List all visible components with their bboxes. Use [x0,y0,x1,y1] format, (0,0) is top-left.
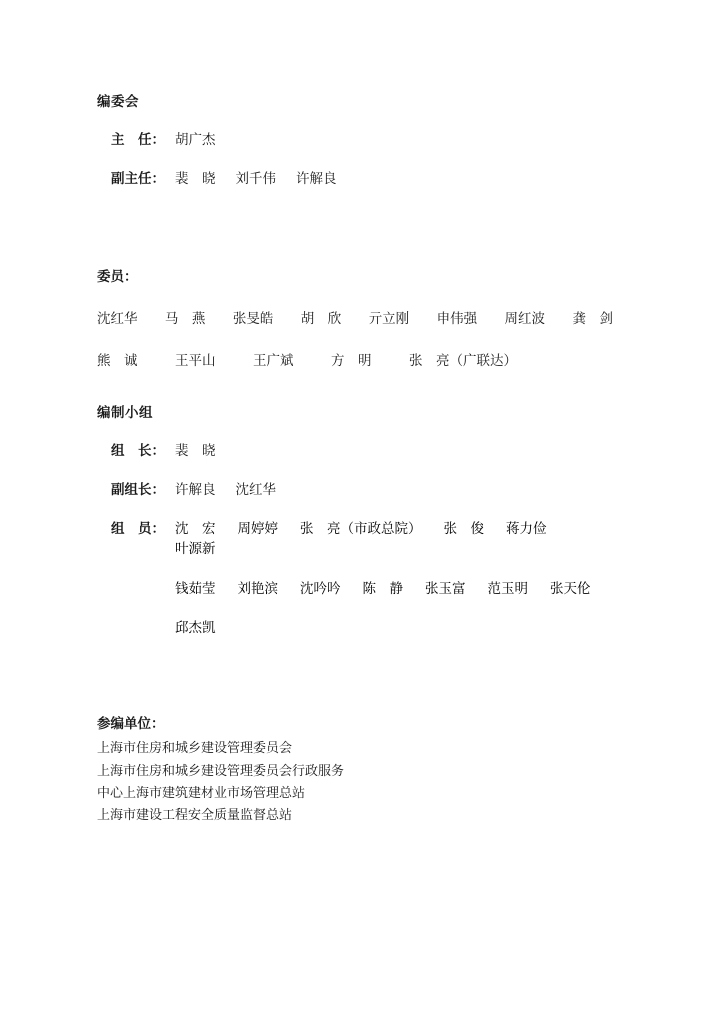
person-name: 叶源新 [175,541,216,558]
person-name: 张 俊 [443,521,484,537]
participating-unit: 上海市住房和城乡建设管理委员会行政服务 [97,763,345,779]
person-name: 许解良 [175,481,216,498]
person-name: 裴 晓 [175,442,216,459]
person-name: 张旻皓 [232,310,274,327]
person-name: 裴 晓 [175,171,216,188]
drafting-group-block [97,401,617,658]
person-name: 周婷婷 [237,521,278,537]
person-name: 张 亮（广联达） [409,352,517,369]
person-name: 钱茹莹 [175,580,216,597]
role-label-deputy-director: 副主任： [111,171,165,188]
person-name: 胡广杰 [175,132,216,148]
person-name: 胡 欣 [300,310,342,327]
person-name: 沈吟吟 [300,580,341,597]
person-name: 王平山 [175,352,216,369]
editorial-committee-title: 编委会 [97,94,139,110]
drafting-group-row [97,480,617,500]
role-values-group-leader [175,441,236,461]
person-name: 亓立刚 [368,310,410,327]
group-members-line [175,579,617,599]
person-name: 蒋力俭 [506,521,547,537]
spacer [97,209,617,239]
group-members-line [175,519,617,560]
person-name: 沈 宏 [175,521,216,537]
role-values-deputy-director [175,169,357,189]
members-block [97,265,617,369]
role-values-director [175,130,236,150]
editorial-committee-row [97,169,617,189]
drafting-group-row [97,441,617,461]
participating-units-title: 参编单位： [97,716,165,732]
person-name: 许解良 [296,171,337,188]
members-title: 委员： [97,268,138,285]
role-values-deputy-group-leader [175,480,296,500]
person-name: 王广斌 [253,352,294,369]
person-name: 沈红华 [235,481,276,498]
role-label-group-members: 组 员： [111,521,165,537]
group-members-row [97,519,617,657]
role-label-deputy-group-leader: 副组长： [111,481,165,498]
person-name: 张天伦 [550,580,591,597]
person-name: 周红波 [504,310,546,327]
person-name: 张玉富 [425,580,466,597]
role-label-director: 主 任： [111,132,165,148]
person-name: 马 燕 [164,310,206,327]
group-members-line [175,618,617,638]
person-name: 申伟强 [436,310,478,327]
person-name: 陈 静 [362,580,403,597]
drafting-group-title: 编制小组 [97,404,153,421]
person-name: 方 明 [331,352,372,369]
members-row [97,307,613,327]
group-members-lines [175,519,617,657]
person-name: 刘艳滨 [237,580,278,597]
document-content [97,90,617,828]
person-name: 龚 剑 [572,310,613,327]
person-name: 范玉明 [487,580,528,597]
role-label-group-leader: 组 长： [111,442,165,459]
person-name: 熊 诚 [97,352,138,369]
participating-units-block [97,713,617,828]
participating-unit: 上海市建设工程安全质量监督总站 [97,808,293,824]
editorial-committee-row [97,130,617,150]
person-name: 刘千伟 [235,171,276,188]
person-name: 张 亮（市政总院） [300,521,422,537]
participating-unit: 上海市住房和城乡建设管理委员会 [97,741,293,757]
person-name: 沈红华 [97,310,138,327]
person-name: 邱杰凯 [175,619,216,636]
participating-unit: 中心上海市建筑建材业市场管理总站 [97,785,306,801]
members-row [97,349,517,369]
